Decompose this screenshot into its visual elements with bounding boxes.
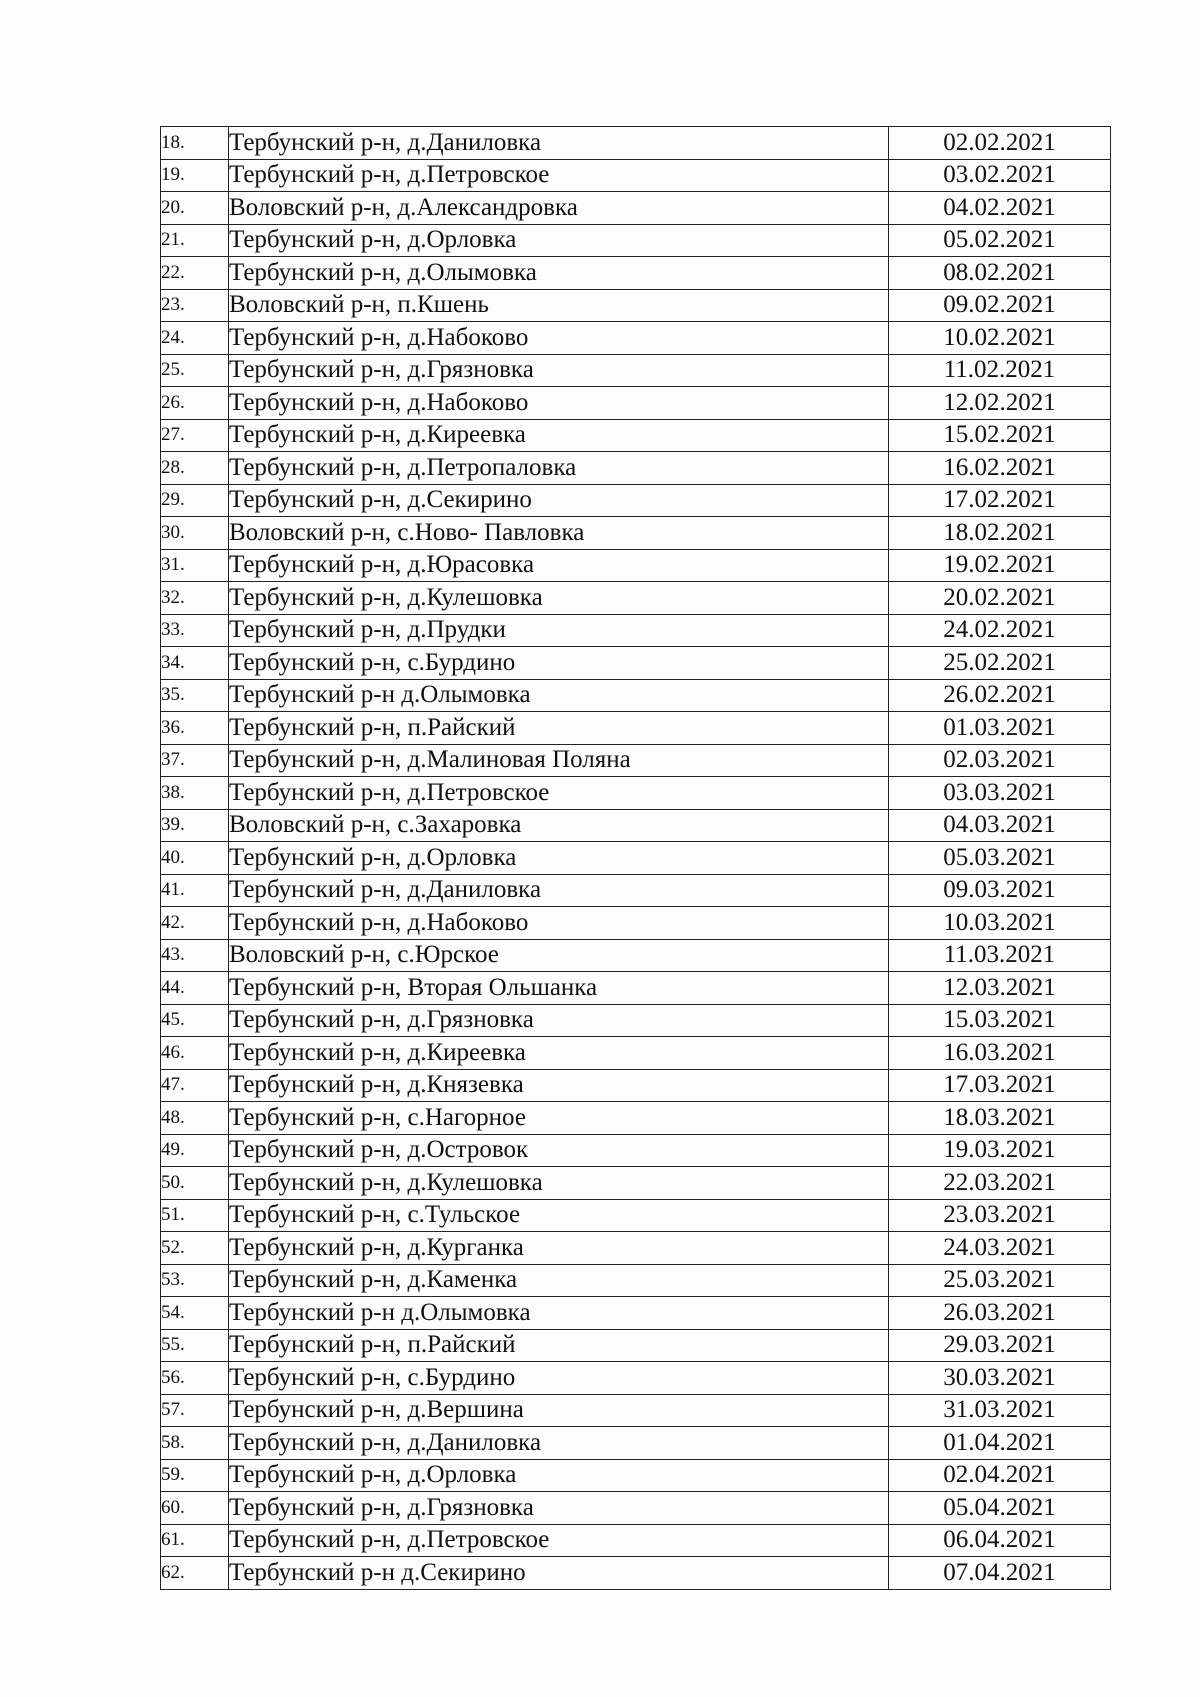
location-cell: Воловский р-н, с.Ново- Павловка: [229, 517, 889, 550]
location-cell: Тербунский р-н, д.Грязновка: [229, 1004, 889, 1037]
date-cell: 03.02.2021: [889, 159, 1111, 192]
date-cell: 12.02.2021: [889, 387, 1111, 420]
row-number-cell: 31.: [161, 549, 229, 582]
row-number-cell: 50.: [161, 1167, 229, 1200]
table-row: [161, 907, 1111, 940]
location-cell: Тербунский р-н, п.Райский: [229, 712, 889, 745]
row-number-cell: 43.: [161, 939, 229, 972]
date-cell: 09.03.2021: [889, 874, 1111, 907]
location-cell: Тербунский р-н, д.Киреевка: [229, 1037, 889, 1070]
table-row: [161, 1037, 1111, 1070]
location-cell: Тербунский р-н, д.Грязновка: [229, 1492, 889, 1525]
row-number-cell: 25.: [161, 354, 229, 387]
table-row: [161, 549, 1111, 582]
location-cell: Тербунский р-н, д.Грязновка: [229, 354, 889, 387]
location-cell: Воловский р-н, п.Кшень: [229, 289, 889, 322]
date-cell: 10.03.2021: [889, 907, 1111, 940]
location-cell: Воловский р-н, с.Юрское: [229, 939, 889, 972]
date-cell: 15.03.2021: [889, 1004, 1111, 1037]
location-cell: Тербунский р-н, д.Орловка: [229, 842, 889, 875]
table-row: [161, 582, 1111, 615]
location-cell: Тербунский р-н, д.Киреевка: [229, 419, 889, 452]
date-cell: 06.04.2021: [889, 1524, 1111, 1557]
date-cell: 22.03.2021: [889, 1167, 1111, 1200]
table-row: [161, 484, 1111, 517]
table-row: [161, 1102, 1111, 1135]
schedule-table-body: [161, 127, 1111, 1590]
location-cell: Тербунский р-н, д.Юрасовка: [229, 549, 889, 582]
row-number-cell: 41.: [161, 874, 229, 907]
location-cell: Тербунский р-н, д.Даниловка: [229, 1427, 889, 1460]
row-number-cell: 57.: [161, 1394, 229, 1427]
location-cell: Тербунский р-н, д.Набоково: [229, 387, 889, 420]
date-cell: 04.02.2021: [889, 192, 1111, 225]
table-row: [161, 1492, 1111, 1525]
table-row: [161, 809, 1111, 842]
location-cell: Тербунский р-н, с.Тульское: [229, 1199, 889, 1232]
date-cell: 08.02.2021: [889, 257, 1111, 290]
date-cell: 18.03.2021: [889, 1102, 1111, 1135]
date-cell: 26.03.2021: [889, 1297, 1111, 1330]
row-number-cell: 32.: [161, 582, 229, 615]
table-row: [161, 614, 1111, 647]
table-row: [161, 159, 1111, 192]
row-number-cell: 18.: [161, 127, 229, 160]
row-number-cell: 33.: [161, 614, 229, 647]
row-number-cell: 29.: [161, 484, 229, 517]
date-cell: 09.02.2021: [889, 289, 1111, 322]
location-cell: Тербунский р-н, Вторая Ольшанка: [229, 972, 889, 1005]
location-cell: Тербунский р-н, д.Набоково: [229, 907, 889, 940]
table-row: [161, 517, 1111, 550]
date-cell: 07.04.2021: [889, 1557, 1111, 1590]
row-number-cell: 40.: [161, 842, 229, 875]
date-cell: 02.03.2021: [889, 744, 1111, 777]
date-cell: 05.03.2021: [889, 842, 1111, 875]
row-number-cell: 28.: [161, 452, 229, 485]
table-row: [161, 354, 1111, 387]
table-row: [161, 192, 1111, 225]
date-cell: 18.02.2021: [889, 517, 1111, 550]
date-cell: 03.03.2021: [889, 777, 1111, 810]
location-cell: Тербунский р-н, д.Олымовка: [229, 257, 889, 290]
date-cell: 02.04.2021: [889, 1459, 1111, 1492]
date-cell: 16.03.2021: [889, 1037, 1111, 1070]
location-cell: Тербунский р-н, д.Кулешовка: [229, 582, 889, 615]
row-number-cell: 42.: [161, 907, 229, 940]
location-cell: Тербунский р-н, д.Петровское: [229, 159, 889, 192]
table-row: [161, 1167, 1111, 1200]
location-cell: Тербунский р-н, с.Бурдино: [229, 647, 889, 680]
table-row: [161, 744, 1111, 777]
row-number-cell: 48.: [161, 1102, 229, 1135]
date-cell: 29.03.2021: [889, 1329, 1111, 1362]
location-cell: Тербунский р-н д.Олымовка: [229, 679, 889, 712]
row-number-cell: 46.: [161, 1037, 229, 1070]
table-row: [161, 874, 1111, 907]
table-row: [161, 1134, 1111, 1167]
date-cell: 01.04.2021: [889, 1427, 1111, 1460]
table-row: [161, 289, 1111, 322]
row-number-cell: 24.: [161, 322, 229, 355]
date-cell: 11.02.2021: [889, 354, 1111, 387]
row-number-cell: 27.: [161, 419, 229, 452]
table-row: [161, 419, 1111, 452]
location-cell: Тербунский р-н, с.Бурдино: [229, 1362, 889, 1395]
row-number-cell: 61.: [161, 1524, 229, 1557]
location-cell: Тербунский р-н, д.Островок: [229, 1134, 889, 1167]
date-cell: 05.04.2021: [889, 1492, 1111, 1525]
location-cell: Тербунский р-н, д.Малиновая Поляна: [229, 744, 889, 777]
row-number-cell: 58.: [161, 1427, 229, 1460]
location-cell: Тербунский р-н, д.Секирино: [229, 484, 889, 517]
location-cell: Тербунский р-н, д.Кулешовка: [229, 1167, 889, 1200]
table-row: [161, 777, 1111, 810]
table-row: [161, 322, 1111, 355]
table-row: [161, 972, 1111, 1005]
table-row: [161, 1362, 1111, 1395]
location-cell: Тербунский р-н, д.Курганка: [229, 1232, 889, 1265]
table-row: [161, 1069, 1111, 1102]
location-cell: Воловский р-н, д.Александровка: [229, 192, 889, 225]
location-cell: Тербунский р-н, д.Прудки: [229, 614, 889, 647]
location-cell: Тербунский р-н, д.Петровское: [229, 1524, 889, 1557]
row-number-cell: 21.: [161, 224, 229, 257]
location-cell: Тербунский р-н, д.Орловка: [229, 224, 889, 257]
row-number-cell: 26.: [161, 387, 229, 420]
location-cell: Воловский р-н, с.Захаровка: [229, 809, 889, 842]
row-number-cell: 44.: [161, 972, 229, 1005]
row-number-cell: 59.: [161, 1459, 229, 1492]
location-cell: Тербунский р-н, д.Набоково: [229, 322, 889, 355]
location-cell: Тербунский р-н д.Олымовка: [229, 1297, 889, 1330]
date-cell: 26.02.2021: [889, 679, 1111, 712]
table-row: [161, 1297, 1111, 1330]
table-row: [161, 387, 1111, 420]
date-cell: 30.03.2021: [889, 1362, 1111, 1395]
row-number-cell: 38.: [161, 777, 229, 810]
row-number-cell: 55.: [161, 1329, 229, 1362]
date-cell: 24.03.2021: [889, 1232, 1111, 1265]
row-number-cell: 49.: [161, 1134, 229, 1167]
location-cell: Тербунский р-н, с.Нагорное: [229, 1102, 889, 1135]
row-number-cell: 22.: [161, 257, 229, 290]
date-cell: 19.02.2021: [889, 549, 1111, 582]
table-row: [161, 1232, 1111, 1265]
location-cell: Тербунский р-н, д.Даниловка: [229, 874, 889, 907]
row-number-cell: 30.: [161, 517, 229, 550]
table-row: [161, 452, 1111, 485]
row-number-cell: 56.: [161, 1362, 229, 1395]
row-number-cell: 34.: [161, 647, 229, 680]
table-row: [161, 647, 1111, 680]
date-cell: 23.03.2021: [889, 1199, 1111, 1232]
row-number-cell: 52.: [161, 1232, 229, 1265]
location-cell: Тербунский р-н, д.Вершина: [229, 1394, 889, 1427]
date-cell: 25.03.2021: [889, 1264, 1111, 1297]
table-row: [161, 1394, 1111, 1427]
table-row: [161, 712, 1111, 745]
location-cell: Тербунский р-н, д.Даниловка: [229, 127, 889, 160]
date-cell: 11.03.2021: [889, 939, 1111, 972]
table-row: [161, 1329, 1111, 1362]
row-number-cell: 60.: [161, 1492, 229, 1525]
date-cell: 10.02.2021: [889, 322, 1111, 355]
row-number-cell: 47.: [161, 1069, 229, 1102]
row-number-cell: 62.: [161, 1557, 229, 1590]
table-row: [161, 224, 1111, 257]
date-cell: 17.02.2021: [889, 484, 1111, 517]
row-number-cell: 45.: [161, 1004, 229, 1037]
location-cell: Тербунский р-н д.Секирино: [229, 1557, 889, 1590]
table-row: [161, 939, 1111, 972]
date-cell: 02.02.2021: [889, 127, 1111, 160]
location-cell: Тербунский р-н, п.Райский: [229, 1329, 889, 1362]
table-row: [161, 257, 1111, 290]
row-number-cell: 51.: [161, 1199, 229, 1232]
location-cell: Тербунский р-н, д.Петропаловка: [229, 452, 889, 485]
date-cell: 20.02.2021: [889, 582, 1111, 615]
table-row: [161, 1557, 1111, 1590]
row-number-cell: 39.: [161, 809, 229, 842]
date-cell: 31.03.2021: [889, 1394, 1111, 1427]
date-cell: 12.03.2021: [889, 972, 1111, 1005]
table-row: [161, 1459, 1111, 1492]
table-row: [161, 1427, 1111, 1460]
location-cell: Тербунский р-н, д.Каменка: [229, 1264, 889, 1297]
location-cell: Тербунский р-н, д.Князевка: [229, 1069, 889, 1102]
date-cell: 19.03.2021: [889, 1134, 1111, 1167]
date-cell: 16.02.2021: [889, 452, 1111, 485]
row-number-cell: 23.: [161, 289, 229, 322]
date-cell: 04.03.2021: [889, 809, 1111, 842]
row-number-cell: 35.: [161, 679, 229, 712]
table-row: [161, 1524, 1111, 1557]
row-number-cell: 20.: [161, 192, 229, 225]
table-row: [161, 127, 1111, 160]
date-cell: 24.02.2021: [889, 614, 1111, 647]
row-number-cell: 54.: [161, 1297, 229, 1330]
date-cell: 17.03.2021: [889, 1069, 1111, 1102]
location-cell: Тербунский р-н, д.Петровское: [229, 777, 889, 810]
table-row: [161, 842, 1111, 875]
row-number-cell: 53.: [161, 1264, 229, 1297]
date-cell: 05.02.2021: [889, 224, 1111, 257]
schedule-table: [160, 126, 1111, 1590]
table-row: [161, 1199, 1111, 1232]
row-number-cell: 36.: [161, 712, 229, 745]
location-cell: Тербунский р-н, д.Орловка: [229, 1459, 889, 1492]
row-number-cell: 19.: [161, 159, 229, 192]
table-row: [161, 679, 1111, 712]
row-number-cell: 37.: [161, 744, 229, 777]
date-cell: 25.02.2021: [889, 647, 1111, 680]
date-cell: 01.03.2021: [889, 712, 1111, 745]
date-cell: 15.02.2021: [889, 419, 1111, 452]
table-row: [161, 1264, 1111, 1297]
table-row: [161, 1004, 1111, 1037]
